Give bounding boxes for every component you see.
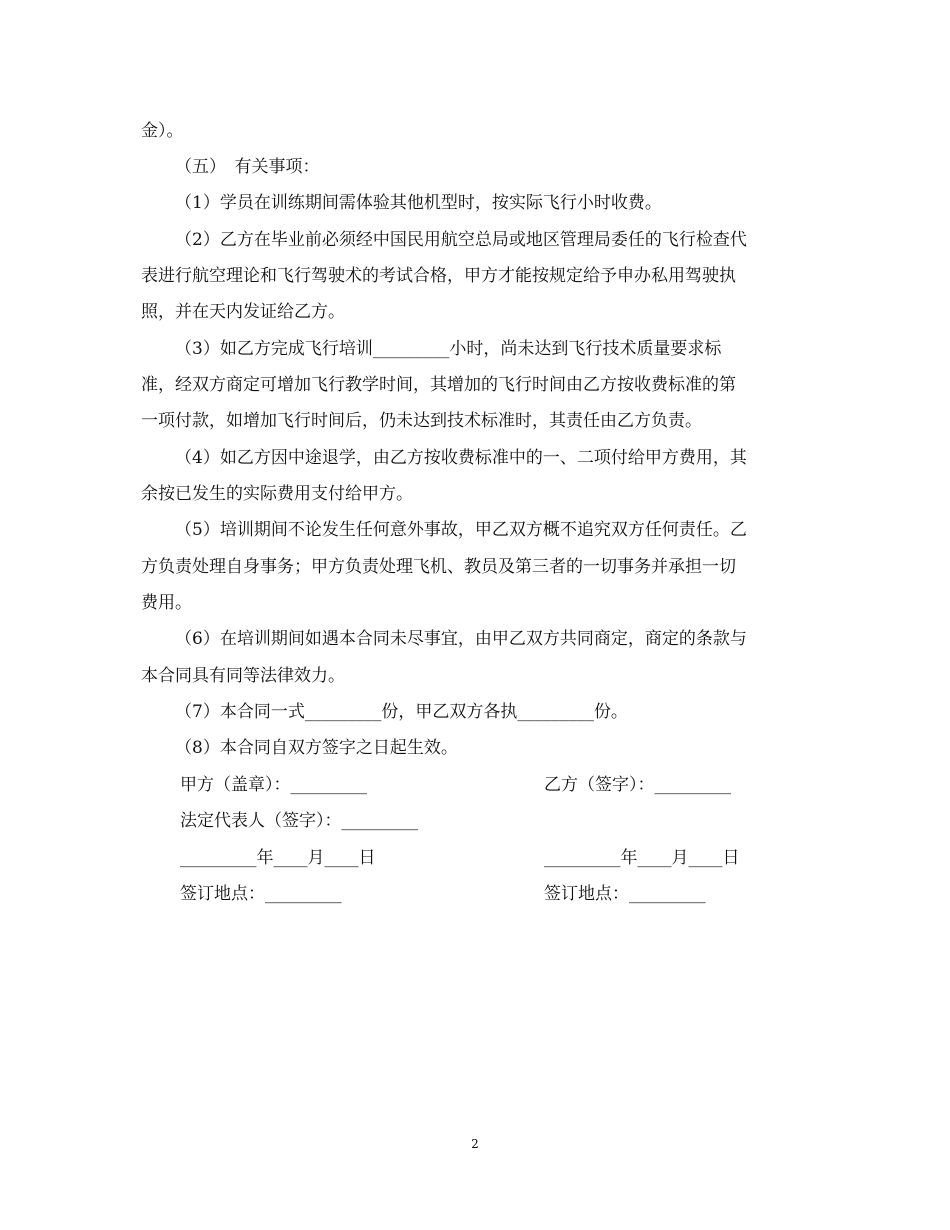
party-b-place-field: 签订地点：_________ [544, 884, 706, 904]
text-line: （6）在培训期间如遇本合同未尽事宜，由甲乙双方共同商定，商定的条款与 [175, 629, 747, 649]
text-line: （4）如乙方因中途退学，由乙方按收费标准中的一、二项付给甲方费用，其 [175, 448, 747, 468]
text-line: （5）培训期间不论发生任何意外事故，甲乙双方概不追究双方任何责任。乙 [175, 520, 747, 540]
party-a-seal-field: 甲方（盖章）：_________ [180, 775, 367, 795]
text-line: 金）。 [141, 121, 184, 141]
text-line: （8）本合同自双方签字之日起生效。 [175, 738, 458, 758]
text-line: 照，并在天内发证给乙方。 [141, 302, 345, 322]
text-line: 表进行航空理论和飞行驾驶术的考试合格，甲方才能按规定给予申办私用驾驶执 [141, 266, 736, 286]
text-line: （7）本合同一式_________份，甲乙双方各执_________份。 [175, 702, 628, 722]
section-heading: （五） 有关事项： [175, 157, 320, 177]
text-line: （3）如乙方完成飞行培训_________小时，尚未达到飞行技术质量要求标 [175, 339, 722, 359]
text-line: 方负责处理自身事务；甲方负责处理飞机、教员及第三者的一切事务并承担一切 [141, 557, 736, 577]
text-line: （2）乙方在毕业前必须经中国民用航空总局或地区管理局委任的飞行检查代 [175, 230, 747, 250]
text-line: （1）学员在训练期间需体验其他机型时，按实际飞行小时收费。 [175, 193, 662, 213]
text-line: 准，经双方商定可增加飞行教学时间，其增加的飞行时间由乙方按收费标准的第 [141, 375, 736, 395]
legal-rep-sign-field: 法定代表人（签字）：_________ [180, 811, 418, 831]
text-line: 本合同具有同等法律效力。 [141, 666, 345, 686]
party-b-date-field: _________年____月____日 [544, 848, 740, 868]
party-a-date-field: _________年____月____日 [180, 848, 376, 868]
text-line: 一项付款，如增加飞行时间后，仍未达到技术标准时，其责任由乙方负责。 [141, 411, 702, 431]
party-b-sign-field: 乙方（签字）：_________ [544, 775, 731, 795]
text-line: 费用。 [141, 593, 192, 613]
text-line: 余按已发生的实际费用支付给甲方。 [141, 484, 413, 504]
party-a-place-field: 签订地点：_________ [180, 884, 342, 904]
page-number: 2 [471, 1137, 479, 1151]
